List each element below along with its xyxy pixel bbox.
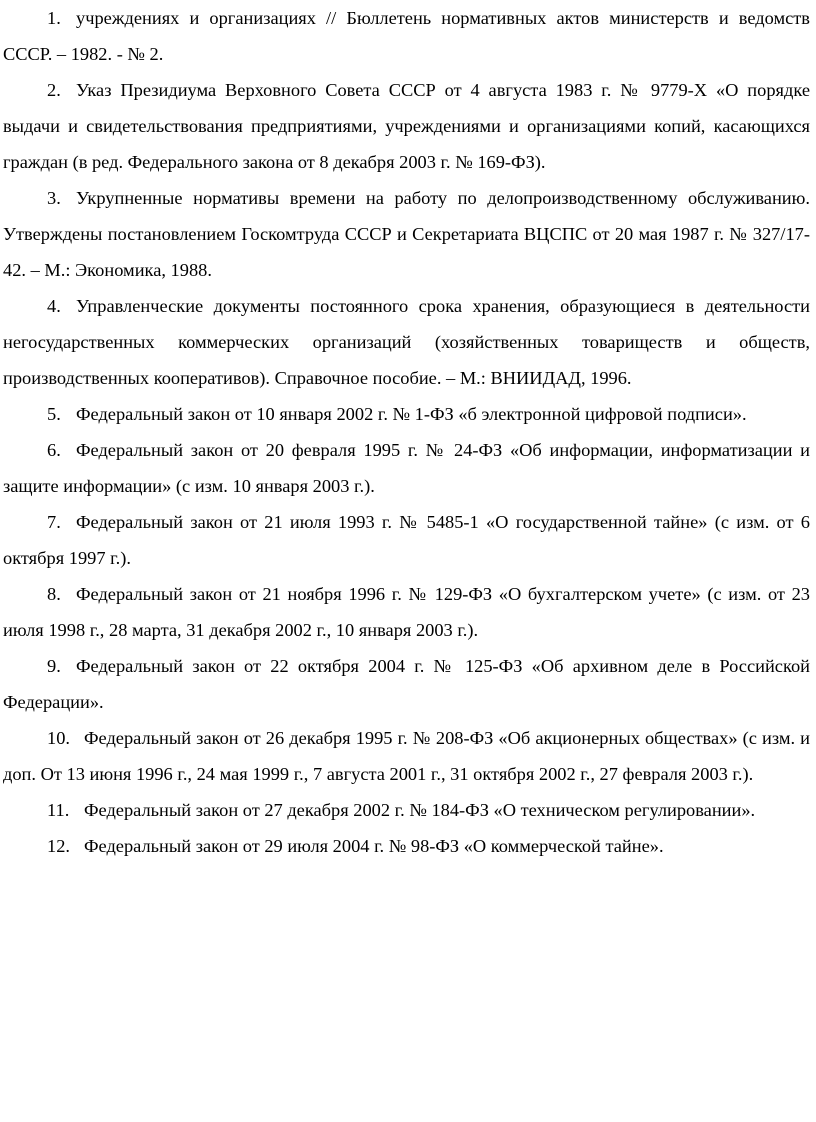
reference-text: Федеральный закон от 22 октября 2004 г. № 125-ФЗ «Об архивном деле в Российской Федерации».	[3, 656, 810, 712]
reference-number: 8.	[47, 584, 61, 604]
reference-item-12	[3, 828, 810, 864]
reference-item-9	[3, 648, 810, 720]
reference-item-7	[3, 504, 810, 576]
reference-number: 5.	[47, 404, 61, 424]
reference-number: 1.	[47, 8, 61, 28]
reference-number: 12.	[47, 836, 70, 856]
reference-number: 10.	[47, 728, 70, 748]
reference-number: 4.	[47, 296, 61, 316]
reference-item-1	[3, 0, 810, 72]
reference-text: Федеральный закон от 29 июля 2004 г. № 98-ФЗ «О коммерческой тайне».	[84, 836, 664, 856]
reference-item-11	[3, 792, 810, 828]
reference-text: Управленческие документы постоянного срока хранения, образующиеся в деятельности негосударственных коммерческих организаций (хозяйственных товариществ и обществ, производственных кооперативов). Справочное пособие. – М.: ВНИИДАД, 1996.	[3, 296, 810, 388]
reference-item-10	[3, 720, 810, 792]
reference-text: Указ Президиума Верховного Совета СССР от 4 августа 1983 г. № 9779-Х «О порядке выдачи и свидетельствования предприятиями, учреждениями и организациями копий, касающихся граждан (в ред. Федерального закона от 8 декабря 2003 г. № 169-ФЗ).	[3, 80, 810, 172]
reference-text: Федеральный закон от 21 июля 1993 г. № 5485-1 «О государственной тайне» (с изм. от 6 октября 1997 г.).	[3, 512, 810, 568]
reference-text: Федеральный закон от 27 декабря 2002 г. № 184-ФЗ «О техническом регулировании».	[84, 800, 756, 820]
reference-item-5	[3, 396, 810, 432]
reference-number: 2.	[47, 80, 61, 100]
reference-item-4	[3, 288, 810, 396]
reference-text: Федеральный закон от 10 января 2002 г. № 1-ФЗ «б электронной цифровой подписи».	[76, 404, 747, 424]
reference-text: Федеральный закон от 26 декабря 1995 г. № 208-ФЗ «Об акционерных обществах» (с изм. и доп. От 13 июня 1996 г., 24 мая 1999 г., 7 августа 2001 г., 31 октября 2002 г., 27 февраля 2003 г.).	[3, 728, 810, 784]
reference-number: 11.	[47, 800, 70, 820]
reference-list	[3, 0, 810, 864]
reference-item-3	[3, 180, 810, 288]
reference-number: 3.	[47, 188, 61, 208]
reference-text: учреждениях и организациях // Бюллетень нормативных актов министерств и ведомств СССР. – 1982. - № 2.	[3, 8, 810, 64]
reference-text: Федеральный закон от 21 ноября 1996 г. № 129-ФЗ «О бухгалтерском учете» (с изм. от 23 июля 1998 г., 28 марта, 31 декабря 2002 г., 10 января 2003 г.).	[3, 584, 810, 640]
reference-item-6	[3, 432, 810, 504]
reference-number: 9.	[47, 656, 61, 676]
reference-item-8	[3, 576, 810, 648]
reference-text: Федеральный закон от 20 февраля 1995 г. № 24-ФЗ «Об информации, информатизации и защите информации» (с изм. 10 января 2003 г.).	[3, 440, 810, 496]
reference-text: Укрупненные нормативы времени на работу по делопроизводственному обслуживанию. Утверждены постановлением Госкомтруда СССР и Секретариата ВЦСПС от 20 мая 1987 г. № 327/17-42. – М.: Экономика, 1988.	[3, 188, 810, 280]
reference-number: 7.	[47, 512, 61, 532]
reference-number: 6.	[47, 440, 61, 460]
reference-item-2	[3, 72, 810, 180]
